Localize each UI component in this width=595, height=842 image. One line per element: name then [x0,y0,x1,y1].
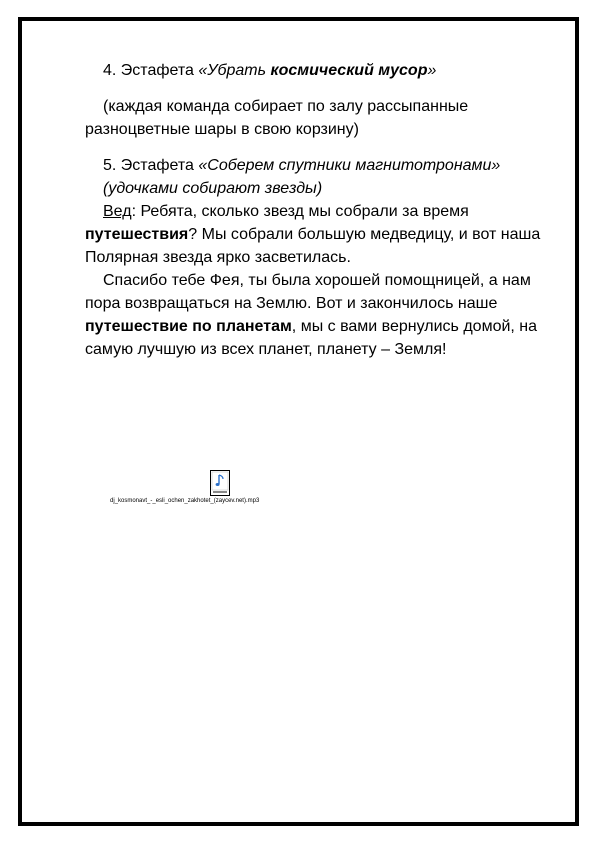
relay-4-prefix: 4. Эстафета [103,62,199,79]
relay-5-note-text: (удочками собирают звезды) [103,180,323,197]
relay-4-quote-open: « [198,62,208,79]
relay-5-note [85,177,555,200]
relay-5-heading [85,154,555,177]
speech-bold: путешествия [85,226,189,243]
speech-text-2: ? Мы собрали большую медведицу, и вот наша Полярная звезда ярко засветилась. [85,226,541,266]
audio-attachment[interactable] [110,470,340,510]
attachment-filename[interactable]: dj_kosmonavt_-_esli_ochen_zakhotet_(zaycev.net).mp3 [110,498,260,504]
speaker-colon: : [131,203,141,220]
music-file-icon[interactable] [210,470,230,496]
speaker-label: Вед [103,203,132,220]
relay-4-heading [85,59,555,82]
relay-4-note: (каждая команда собирает по залу рассыпанные разноцветные шары в свою корзину) [85,98,469,138]
relay-5-title: «Соберем спутники магнитотронами» [198,157,501,174]
thanks-text-1: Спасибо тебе Фея, ты была хорошей помощницей, а нам пора возвращаться на Землю. Вот и закончилось наше [85,272,531,312]
relay-4-quote-close: » [427,62,437,79]
thanks-bold: путешествие по планетам [85,318,292,335]
relay-4-title-bold: космический мусор [270,62,428,79]
thanks-text-2: , мы с вами вернулись домой, на самую лучшую из всех планет, планету – Земля! [85,318,538,358]
speech-text-1: Ребята, сколько звезд мы собрали за время [140,203,469,220]
thanks-paragraph [85,269,555,361]
relay-4-title-italic: Убрать [207,62,271,79]
document-body [85,59,555,361]
relay-5-prefix: 5. Эстафета [103,157,199,174]
presenter-speech [85,200,555,269]
